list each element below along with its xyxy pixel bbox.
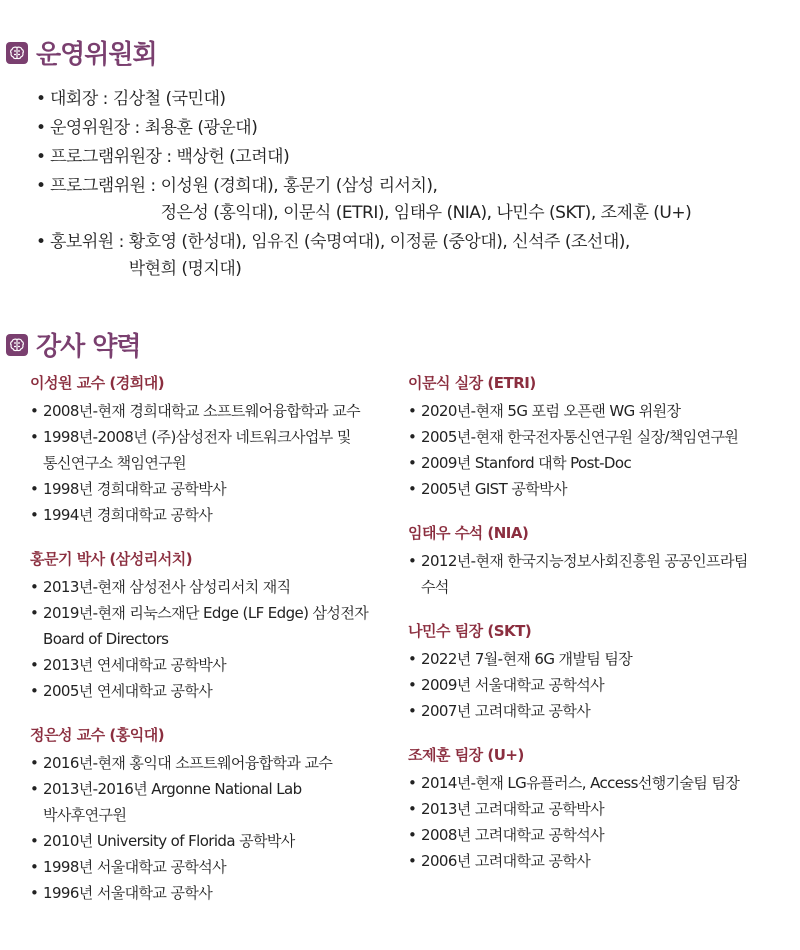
- bio-text: 2005년 연세대학교 공학사: [43, 682, 213, 700]
- speaker-block: [30, 724, 405, 906]
- committee-member-line: 정은성 (홍익대), 이문식 (ETRI), 임태우 (NIA), 나민수 (SKT), 조제훈 (U+): [160, 203, 692, 223]
- speaker-name: 조제훈 팀장 (U+): [408, 746, 524, 764]
- committee-member-line: 박현희 (명지대): [128, 259, 242, 279]
- bullet: •: [408, 454, 417, 472]
- speaker-block: [408, 522, 796, 600]
- bio-text: 2013년-현재 삼성전사 삼성리서치 재직: [43, 578, 291, 596]
- speaker-name: 이성원 교수 (경희대): [30, 374, 165, 392]
- bullet: •: [408, 650, 417, 668]
- bio-item: [30, 476, 405, 502]
- bio-text: 2019년-현재 리눅스재단 Edge (LF Edge) 삼성전자 Board of Directors: [43, 604, 369, 648]
- brain-icon: [6, 42, 28, 64]
- bullet: •: [36, 118, 46, 138]
- bullet: •: [30, 832, 39, 850]
- bio-item: [408, 822, 796, 848]
- committee-role: 홍보위원 :: [50, 232, 129, 252]
- section-title: 운영위원회: [36, 40, 157, 70]
- speaker-name: 정은성 교수 (홍익대): [30, 726, 165, 744]
- bullet: •: [408, 480, 417, 498]
- committee-member-line: 최용훈 (광운대): [144, 118, 258, 138]
- bullet: •: [408, 702, 417, 720]
- bullet: •: [36, 176, 46, 196]
- bullet: •: [408, 552, 417, 570]
- bio-item: [30, 880, 405, 906]
- bullet: •: [408, 852, 417, 870]
- bullet: •: [408, 428, 417, 446]
- bio-text: 1994년 경희대학교 공학사: [43, 506, 213, 524]
- bio-text: 2020년-현재 5G 포럼 오픈랜 WG 위원장: [421, 402, 681, 420]
- bio-item: [408, 424, 796, 450]
- bio-item: [408, 450, 796, 476]
- bio-text: 2016년-현재 홍익대 소프트웨어융합학과 교수: [43, 754, 333, 772]
- section-header-speakers: [6, 326, 141, 363]
- committee-row: [36, 144, 796, 171]
- section-title: 강사 약력: [36, 332, 141, 362]
- brain-icon: [6, 334, 28, 356]
- bio-text: 2008년-현재 경희대학교 소프트웨어융합학과 교수: [43, 402, 361, 420]
- committee-members: [161, 173, 692, 227]
- committee-member-line: 황호영 (한성대), 임유진 (숙명여대), 이정륜 (중앙대), 신석주 (조선대),: [128, 232, 630, 252]
- speakers-left-column: [30, 372, 405, 926]
- committee-member-line: 백상헌 (고려대): [176, 147, 290, 167]
- bullet: •: [30, 754, 39, 772]
- bio-text: 2013년-2016년 Argonne National Lab 박사후연구원: [43, 780, 302, 824]
- bullet: •: [30, 682, 39, 700]
- bullet: •: [30, 780, 39, 798]
- bio-text: 2013년 연세대학교 공학박사: [43, 656, 227, 674]
- bio-item: [408, 848, 796, 874]
- bio-item: [30, 854, 405, 880]
- bio-text: 1996년 서울대학교 공학사: [43, 884, 213, 902]
- bio-item: [408, 796, 796, 822]
- speaker-block: [408, 620, 796, 724]
- bio-text: 2005년 GIST 공학박사: [421, 480, 567, 498]
- bullet: •: [30, 858, 39, 876]
- bio-item: [30, 600, 405, 652]
- committee-members: [145, 115, 258, 142]
- bio-item: [30, 652, 405, 678]
- bio-item: [408, 770, 796, 796]
- speakers-right-column: [408, 372, 796, 894]
- bio-item: [408, 476, 796, 502]
- committee-member-line: 이성원 (경희대), 홍문기 (삼성 리서치),: [160, 176, 438, 196]
- bio-item: [30, 678, 405, 704]
- bullet: •: [408, 826, 417, 844]
- bio-text: 2022년 7월-현재 6G 개발팀 팀장: [421, 650, 633, 668]
- speaker-name: 나민수 팀장 (SKT): [408, 622, 532, 640]
- speaker-block: [408, 372, 796, 502]
- bio-item: [30, 574, 405, 600]
- committee-row: [36, 173, 796, 227]
- bio-text: 2009년 서울대학교 공학석사: [421, 676, 605, 694]
- speaker-block: [408, 744, 796, 874]
- bio-text: 1998년-2008년 (주)삼성전자 네트워크사업부 및 통신연구소 책임연구원: [43, 428, 351, 472]
- bio-text: 2006년 고려대학교 공학사: [421, 852, 591, 870]
- bio-text: 1998년 서울대학교 공학석사: [43, 858, 227, 876]
- bio-text: 2012년-현재 한국지능정보사회진흥원 공공인프라팀 수석: [421, 552, 748, 596]
- speaker-name: 이문식 실장 (ETRI): [408, 374, 536, 392]
- committee-row: [36, 115, 796, 142]
- bullet: •: [30, 884, 39, 902]
- committee-row: [36, 86, 796, 113]
- bullet: •: [30, 428, 39, 446]
- speaker-block: [30, 372, 405, 528]
- bio-item: [408, 646, 796, 672]
- committee-members: [113, 86, 226, 113]
- bullet: •: [408, 774, 417, 792]
- bullet: •: [30, 578, 39, 596]
- bullet: •: [30, 506, 39, 524]
- committee-member-line: 김상철 (국민대): [112, 89, 226, 109]
- committee-role: 대회장 :: [50, 89, 113, 109]
- section-header-committee: [6, 34, 157, 71]
- committee-members: [177, 144, 290, 171]
- bio-text: 2014년-현재 LG유플러스, Access선행기술팀 팀장: [421, 774, 740, 792]
- bullet: •: [36, 232, 46, 252]
- committee-row: [36, 229, 796, 283]
- bio-item: [408, 672, 796, 698]
- bullet: •: [408, 402, 417, 420]
- bio-text: 2005년-현재 한국전자통신연구원 실장/책임연구원: [421, 428, 739, 446]
- committee-role: 프로그램위원 :: [50, 176, 161, 196]
- bio-text: 2013년 고려대학교 공학박사: [421, 800, 605, 818]
- committee-role: 프로그램위원장 :: [50, 147, 177, 167]
- bio-item: [30, 424, 405, 476]
- bio-item: [408, 698, 796, 724]
- bio-item: [30, 502, 405, 528]
- bio-text: 2008년 고려대학교 공학석사: [421, 826, 605, 844]
- bullet: •: [36, 147, 46, 167]
- bio-item: [30, 398, 405, 424]
- bullet: •: [30, 604, 39, 622]
- bullet: •: [36, 89, 46, 109]
- bullet: •: [408, 676, 417, 694]
- bio-item: [30, 828, 405, 854]
- bio-text: 2007년 고려대학교 공학사: [421, 702, 591, 720]
- bio-item: [30, 750, 405, 776]
- speaker-block: [30, 548, 405, 704]
- committee-members: [129, 229, 630, 283]
- bullet: •: [30, 402, 39, 420]
- bio-item: [408, 548, 796, 600]
- speaker-name: 홍문기 박사 (삼성리서치): [30, 550, 193, 568]
- bullet: •: [30, 656, 39, 674]
- bullet: •: [30, 480, 39, 498]
- committee-list: [36, 86, 796, 285]
- speaker-name: 임태우 수석 (NIA): [408, 524, 529, 542]
- bio-text: 2010년 University of Florida 공학박사: [43, 832, 295, 850]
- bio-item: [408, 398, 796, 424]
- committee-role: 운영위원장 :: [50, 118, 145, 138]
- bio-text: 1998년 경희대학교 공학박사: [43, 480, 227, 498]
- bio-text: 2009년 Stanford 대학 Post-Doc: [421, 454, 632, 472]
- bullet: •: [408, 800, 417, 818]
- bio-item: [30, 776, 405, 828]
